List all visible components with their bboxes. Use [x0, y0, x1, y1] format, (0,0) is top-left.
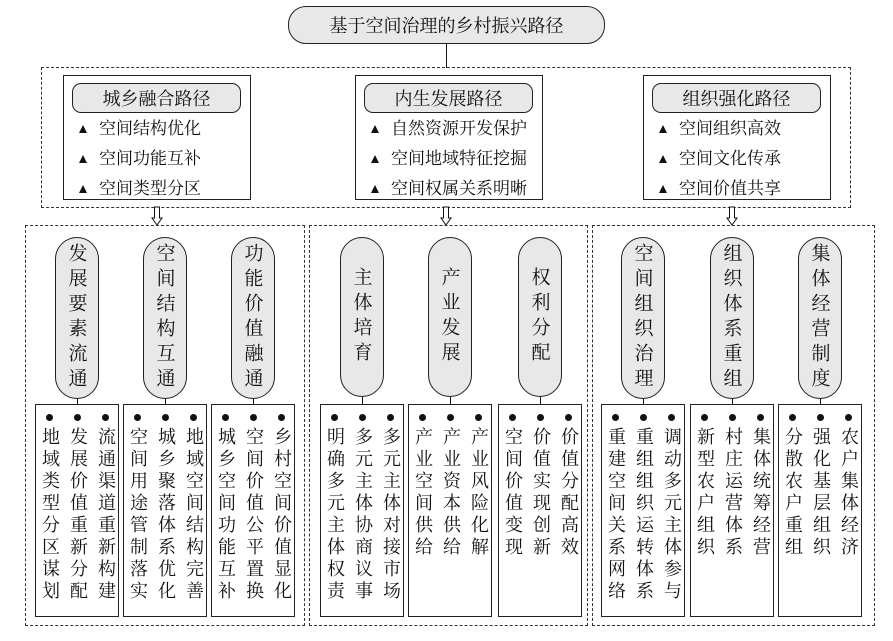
- path-name-pill: [364, 83, 533, 113]
- title-connector: [446, 44, 447, 68]
- path-item-text: 自然资源开发保护: [391, 119, 527, 139]
- group-label-pill: [710, 237, 754, 399]
- path-item-list: [371, 114, 527, 204]
- path-item: [659, 174, 781, 204]
- group-detail-item: 价值分配高效: [558, 427, 579, 559]
- path-name: 组织强化路径: [682, 89, 791, 110]
- group-label: 集体经营制度: [808, 243, 831, 393]
- triangle-bullet-icon: [371, 185, 379, 193]
- group-detail-item: 地域类型分区谋划: [39, 427, 60, 603]
- group-label-pill: [518, 237, 562, 397]
- path-item: [79, 114, 201, 144]
- group-detail-item: 明确多元主体权责: [324, 427, 345, 603]
- group-detail-item: 空间用途管制落实: [127, 427, 148, 603]
- bullet-dot-icon: [565, 414, 572, 421]
- group-label-pill: [428, 237, 472, 397]
- triangle-bullet-icon: [79, 125, 87, 133]
- triangle-bullet-icon: [371, 125, 379, 133]
- bullet-dot-icon: [162, 414, 169, 421]
- diagram-title-text: 基于空间治理的乡村振兴路径: [329, 16, 564, 37]
- path-item-text: 空间结构优化: [99, 119, 201, 139]
- bullet-dot-icon: [359, 414, 366, 421]
- group-detail-item: 流通渠道重新构建: [95, 427, 116, 603]
- group-detail-item: 多元主体对接市场: [380, 427, 401, 603]
- group-label: 发展要素流通: [65, 243, 88, 393]
- triangle-bullet-icon: [659, 185, 667, 193]
- down-arrow-icon: [440, 206, 452, 226]
- group-connector: [540, 397, 541, 404]
- path-item-list: [79, 114, 201, 204]
- group-detail-item: 发展价值重新分配: [67, 427, 88, 603]
- triangle-bullet-icon: [79, 185, 87, 193]
- bullet-dot-icon: [729, 414, 736, 421]
- bullet-dot-icon: [668, 414, 675, 421]
- group-label: 功能价值融通: [241, 243, 264, 393]
- group-label: 空间组织治理: [631, 243, 654, 393]
- group-detail-item: 产业资本供给: [440, 427, 461, 559]
- group-label: 权利分配: [528, 267, 551, 367]
- group-connector: [362, 397, 363, 404]
- bullet-dot-icon: [757, 414, 764, 421]
- group-detail-item: 空间价值变现: [502, 427, 523, 559]
- group-detail-item: 乡村空间价值显化: [271, 427, 292, 603]
- path-name-pill: [652, 83, 821, 113]
- group-detail-item: 城乡聚落体系优化: [155, 427, 176, 603]
- bullet-dot-icon: [190, 414, 197, 421]
- bullet-dot-icon: [701, 414, 708, 421]
- group-detail-item: 村庄运营体系: [722, 427, 743, 559]
- triangle-bullet-icon: [659, 155, 667, 163]
- group-label: 主体培育: [350, 267, 373, 367]
- group-label-pill: [340, 237, 384, 397]
- path-item: [79, 144, 201, 174]
- path-item: [371, 144, 527, 174]
- path-item: [659, 114, 781, 144]
- group-detail-item: 地域空间结构完善: [183, 427, 204, 603]
- path-item-text: 空间权属关系明晰: [391, 179, 527, 199]
- bullet-dot-icon: [817, 414, 824, 421]
- path-item: [371, 114, 527, 144]
- group-detail-item: 分散农户重组: [782, 427, 803, 559]
- bullet-dot-icon: [612, 414, 619, 421]
- bullet-dot-icon: [102, 414, 109, 421]
- path-item: [79, 174, 201, 204]
- down-arrow-icon: [151, 206, 163, 226]
- path-name: 城乡融合路径: [102, 89, 211, 110]
- bullet-dot-icon: [46, 414, 53, 421]
- bullet-dot-icon: [475, 414, 482, 421]
- bullet-dot-icon: [250, 414, 257, 421]
- group-detail-item: 空间价值公平置换: [243, 427, 264, 603]
- path-item-text: 空间文化传承: [679, 149, 781, 169]
- path-name: 内生发展路径: [394, 89, 503, 110]
- diagram-title: [288, 6, 605, 44]
- group-detail-item: 产业风险化解: [468, 427, 489, 559]
- group-label: 空间结构互通: [153, 243, 176, 393]
- group-detail-item: 重建空间关系网络: [605, 427, 626, 603]
- group-label: 组织体系重组: [720, 243, 743, 393]
- bullet-dot-icon: [640, 414, 647, 421]
- path-item: [371, 174, 527, 204]
- bullet-dot-icon: [278, 414, 285, 421]
- bullet-dot-icon: [447, 414, 454, 421]
- group-detail-item: 集体统筹经营: [750, 427, 771, 559]
- group-label-pill: [143, 237, 187, 399]
- bullet-dot-icon: [222, 414, 229, 421]
- group-detail-item: 强化基层组织: [810, 427, 831, 559]
- group-label: 产业发展: [438, 267, 461, 367]
- group-detail-item: 调动多元主体参与: [661, 427, 682, 603]
- triangle-bullet-icon: [659, 125, 667, 133]
- group-detail-item: 价值实现创新: [530, 427, 551, 559]
- path-item-text: 空间价值共享: [679, 179, 781, 199]
- bullet-dot-icon: [387, 414, 394, 421]
- bullet-dot-icon: [509, 414, 516, 421]
- group-detail-item: 产业空间供给: [412, 427, 433, 559]
- bullet-dot-icon: [419, 414, 426, 421]
- path-item-text: 空间类型分区: [99, 179, 201, 199]
- path-item-list: [659, 114, 781, 204]
- triangle-bullet-icon: [371, 155, 379, 163]
- group-detail-item: 重组组织运转体系: [633, 427, 654, 603]
- path-name-pill: [72, 83, 241, 113]
- bullet-dot-icon: [331, 414, 338, 421]
- down-arrow-icon: [726, 206, 738, 226]
- group-label-pill: [231, 237, 275, 399]
- triangle-bullet-icon: [79, 155, 87, 163]
- bullet-dot-icon: [789, 414, 796, 421]
- group-label-pill: [55, 237, 99, 399]
- bullet-dot-icon: [845, 414, 852, 421]
- group-detail-item: 多元主体协商议事: [352, 427, 373, 603]
- group-detail-item: 城乡空间功能互补: [215, 427, 236, 603]
- path-item-text: 空间功能互补: [99, 149, 201, 169]
- group-label-pill: [621, 237, 665, 399]
- group-detail-item: 农户集体经济: [838, 427, 859, 559]
- path-item: [659, 144, 781, 174]
- bullet-dot-icon: [537, 414, 544, 421]
- bullet-dot-icon: [134, 414, 141, 421]
- group-connector: [450, 397, 451, 404]
- path-item-text: 空间地域特征挖掘: [391, 149, 527, 169]
- path-item-text: 空间组织高效: [679, 119, 781, 139]
- group-detail-item: 新型农户组织: [694, 427, 715, 559]
- bullet-dot-icon: [74, 414, 81, 421]
- group-label-pill: [798, 237, 842, 399]
